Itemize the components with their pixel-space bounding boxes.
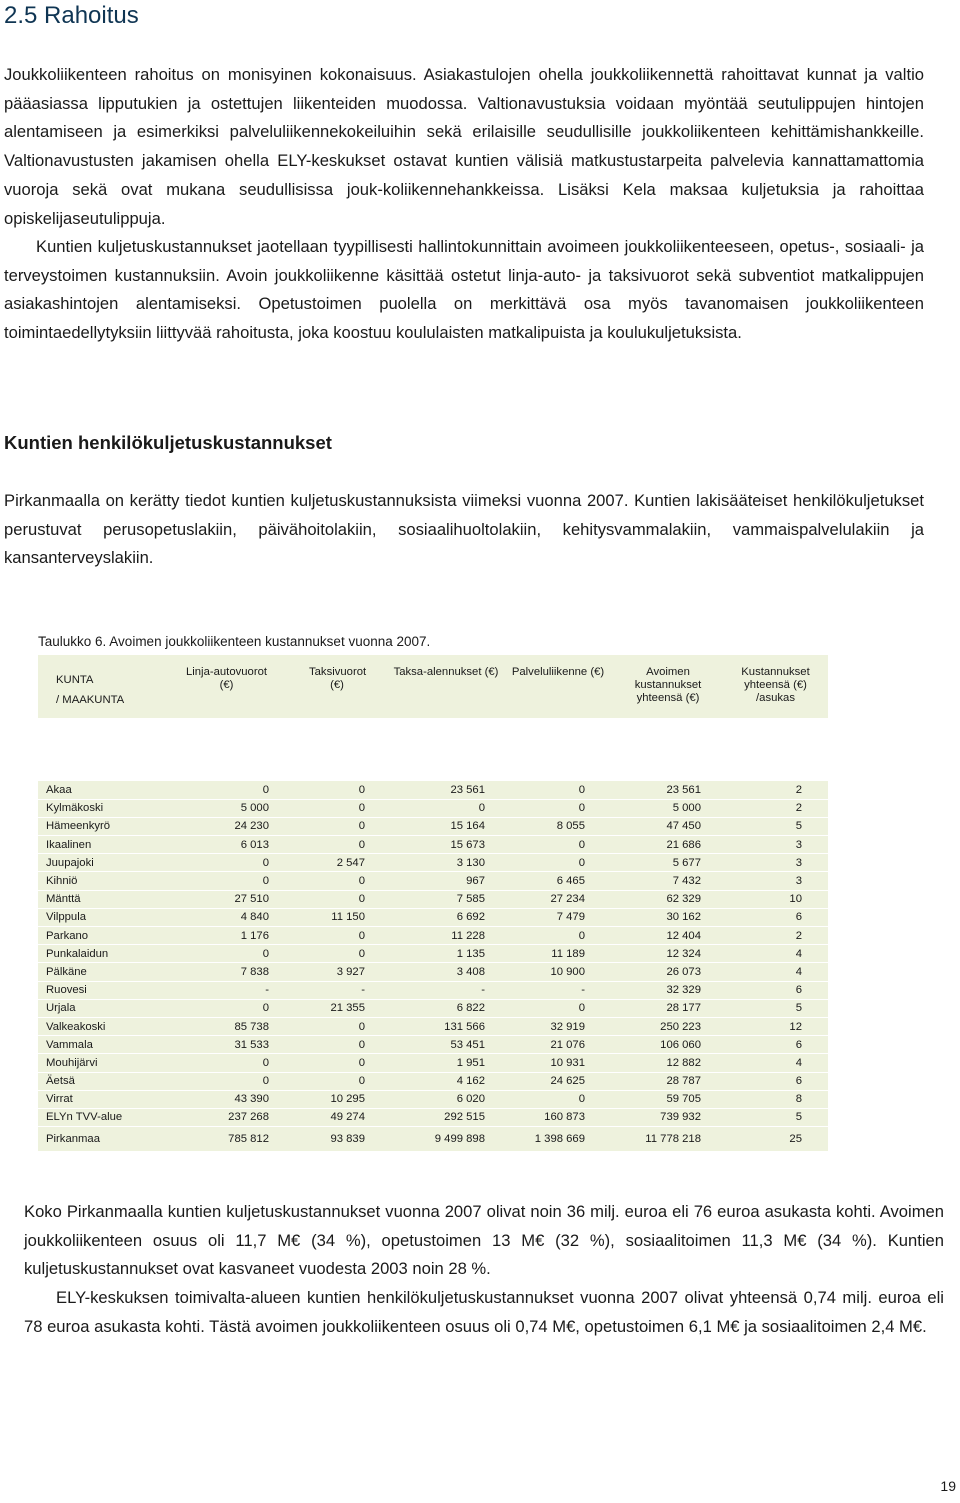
row-value-cell: 3 927 [285,963,389,981]
row-value-cell: 24 625 [503,1072,613,1090]
row-value-cell: 0 [503,836,613,854]
table-row [38,927,828,945]
row-value-cell: 7 838 [168,963,285,981]
row-value-cell: 21 686 [613,836,723,854]
table-row [38,908,828,926]
header-region [38,655,168,718]
row-value-cell: 6 [723,1036,828,1054]
row-value-cell: 0 [285,836,389,854]
row-value-cell: 5 677 [613,854,723,872]
row-value-cell: 0 [285,1072,389,1090]
row-value-cell: 8 055 [503,817,613,835]
row-value-cell: 5 000 [613,799,723,817]
row-value-cell: 7 479 [503,908,613,926]
subsection-paragraph: Pirkanmaalla on kerätty tiedot kuntien kuljetuskustannuksista viimeksi vuonna 2007. Kuntien lakisääteiset henkilökuljetukset perustuvat perusopetuslakiin, päivähoitolakiin, sosiaalihuoltolakiin, kehitysvammalakiin, vammaispalvelulakiin ja kansanterveyslakiin. [4,491,924,568]
row-value-cell: 0 [285,817,389,835]
row-value-cell: 1 176 [168,927,285,945]
table-row [38,854,828,872]
row-value-cell: 6 692 [389,908,503,926]
row-value-cell: 0 [168,854,285,872]
row-value-cell: 7 432 [613,872,723,890]
row-value-cell: 26 073 [613,963,723,981]
row-value-cell: 85 738 [168,1017,285,1035]
row-value-cell: 30 162 [613,908,723,926]
row-value-cell: 2 547 [285,854,389,872]
intro-paragraph-1 [4,61,924,233]
header-service-traffic: Palveluliikenne (€) [511,666,605,678]
row-value-cell: 3 130 [389,854,503,872]
table-row [38,836,828,854]
table-row [38,999,828,1017]
row-value-cell: 10 900 [503,963,613,981]
row-value-cell: 32 329 [613,981,723,999]
row-value-cell: 23 561 [389,781,503,799]
table-caption: Taulukko 6. Avoimen joukkoliikenteen kustannukset vuonna 2007. [38,634,431,649]
row-value-cell: 11 189 [503,945,613,963]
table-row [38,1127,828,1152]
row-value-cell: 5 [723,1108,828,1126]
row-value-cell: 0 [503,854,613,872]
row-value-cell: 12 404 [613,927,723,945]
row-region-name: Ruovesi [38,981,168,999]
row-value-cell: 7 585 [389,890,503,908]
row-value-cell: 0 [503,1090,613,1108]
row-value-cell: 15 673 [389,836,503,854]
row-region-name: Valkeakoski [38,1017,168,1035]
row-value-cell: 12 [723,1017,828,1035]
table-row [38,1017,828,1035]
row-value-cell: 1 951 [389,1054,503,1072]
row-region-name: Äetsä [38,1072,168,1090]
intro-paragraph-2 [4,233,924,348]
row-value-cell: 5 [723,817,828,835]
row-region-name: Pirkanmaa [38,1127,168,1152]
section-title: 2.5 Rahoitus [4,2,139,29]
row-value-cell: 0 [168,1054,285,1072]
row-value-cell: 4 162 [389,1072,503,1090]
subsection-heading: Kuntien henkilökuljetuskustannukset [4,432,332,453]
header-region-line-2: / MAAKUNTA [56,694,125,706]
row-value-cell: 12 882 [613,1054,723,1072]
row-value-cell: 25 [723,1127,828,1152]
row-value-cell: 739 932 [613,1108,723,1126]
row-value-cell: 62 329 [613,890,723,908]
row-value-cell: 6 020 [389,1090,503,1108]
row-value-cell: 2 [723,927,828,945]
header-taxi-trips: Taksivuorot (€) [309,666,367,691]
table-row [38,781,828,799]
row-value-cell: 59 705 [613,1090,723,1108]
row-value-cell: 24 230 [168,817,285,835]
row-value-cell: 5 [723,999,828,1017]
row-value-cell: 4 [723,963,828,981]
row-region-name: Virrat [38,1090,168,1108]
row-value-cell: 4 [723,945,828,963]
intro-paragraph-2-text: Kuntien kuljetuskustannukset jaotellaan tyypillisesti hallintokunnittain avoimeen joukkoliikenteeseen, opetus-, sosiaali- ja terveystoimen kustannuksiin. Avoin joukkoliikenne käsittää ostetut linja-auto- ja taksivuorot sekä subventiot matkalippujen asiakashintojen alentamiseksi. Opetustoimen puolella on merkittävä osa myös tavanomaisen joukkoliikenteen toimintaedellytyksiin liittyvää rahoitusta, joka koostuu koululaisten matkalipuista ja koulukuljetuksista. [4,237,924,343]
header-fare-discounts: Taksa-alennukset (€) [393,666,499,678]
row-region-name: Juupajoki [38,854,168,872]
row-value-cell: 0 [503,999,613,1017]
header-costs-per-resident: Kustannukset yhteensä (€) /asukas [741,666,810,704]
table-row [38,945,828,963]
row-value-cell: 0 [389,799,503,817]
row-value-cell: 11 150 [285,908,389,926]
row-value-cell: 10 [723,890,828,908]
row-value-cell: - [168,981,285,999]
row-value-cell: 3 408 [389,963,503,981]
row-value-cell: 47 450 [613,817,723,835]
row-value-cell: 1 398 669 [503,1127,613,1152]
row-value-cell: 131 566 [389,1017,503,1035]
row-value-cell: 32 919 [503,1017,613,1035]
row-value-cell: 93 839 [285,1127,389,1152]
table-row [38,1054,828,1072]
table-row [38,890,828,908]
row-value-cell: 15 164 [389,817,503,835]
row-value-cell: 6 013 [168,836,285,854]
row-value-cell: 5 000 [168,799,285,817]
row-value-cell: 0 [285,927,389,945]
row-value-cell: 1 135 [389,945,503,963]
row-value-cell: 6 822 [389,999,503,1017]
table-row [38,1072,828,1090]
row-value-cell: 9 499 898 [389,1127,503,1152]
row-value-cell: - [285,981,389,999]
row-value-cell: - [389,981,503,999]
row-value-cell: 49 274 [285,1108,389,1126]
row-value-cell: 21 076 [503,1036,613,1054]
row-value-cell: 0 [168,999,285,1017]
row-value-cell: 2 [723,781,828,799]
row-value-cell: 106 060 [613,1036,723,1054]
table-row [38,963,828,981]
row-value-cell: 10 931 [503,1054,613,1072]
table-row [38,981,828,999]
row-value-cell: 3 [723,872,828,890]
row-value-cell: 10 295 [285,1090,389,1108]
row-value-cell: 0 [503,799,613,817]
row-value-cell: 27 234 [503,890,613,908]
intro-paragraph-1-text: Joukkoliikenteen rahoitus on monisyinen kokonaisuus. Asiakastulojen ohella joukkoliikennettä rahoittavat kunnat ja valtio pääasiassa lipputukien ja ostettujen liikenteiden muodossa. Valtionavustuksia voidaan myöntää seutulippujen hintojen alentamiseen ja esimerkiksi palveluliikennekokeiluihin sekä erilaisille seudullisille joukkoliikenteen kehittämishankkeille. Valtionavustusten jakamisen ohella ELY-keskukset ostavat kuntien välisiä matkustustarpeita palvelevia kannattamattomia vuoroja sekä ovat mukana seudullisissa jouk-koliikennehankkeissa. Lisäksi Kela maksaa kuljetuksia ja rahoittaa opiskelijaseutulippuja. [4,65,924,228]
row-value-cell: 0 [285,1017,389,1035]
table-row [38,1108,828,1126]
row-value-cell: 6 [723,1072,828,1090]
row-region-name: Vammala [38,1036,168,1054]
row-value-cell: 0 [503,927,613,945]
row-value-cell: 53 451 [389,1036,503,1054]
row-value-cell: 967 [389,872,503,890]
row-region-name: ELYn TVV-alue [38,1108,168,1126]
cost-table [38,655,828,1152]
row-value-cell: 4 840 [168,908,285,926]
row-region-name: Ikaalinen [38,836,168,854]
row-value-cell: 0 [285,781,389,799]
row-value-cell: 0 [168,1072,285,1090]
row-region-name: Vilppula [38,908,168,926]
row-value-cell: 28 177 [613,999,723,1017]
row-value-cell: 11 228 [389,927,503,945]
row-value-cell: 11 778 218 [613,1127,723,1152]
row-value-cell: 250 223 [613,1017,723,1035]
row-value-cell: 0 [285,1036,389,1054]
row-value-cell: 6 465 [503,872,613,890]
header-separator [38,718,828,781]
table-row [38,817,828,835]
row-region-name: Hämeenkyrö [38,817,168,835]
table-header-row [38,655,828,718]
row-value-cell: 292 515 [389,1108,503,1126]
table-row [38,799,828,817]
header-bus-trips: Linja-autovuorot (€) [185,666,267,691]
row-region-name: Parkano [38,927,168,945]
row-value-cell: 0 [503,781,613,799]
table-row [38,1090,828,1108]
row-value-cell: 3 [723,836,828,854]
header-region-line-1: KUNTA [56,674,94,686]
summary-paragraph-2 [24,1284,944,1341]
row-value-cell: 160 873 [503,1108,613,1126]
row-value-cell: 4 [723,1054,828,1072]
row-region-name: Akaa [38,781,168,799]
row-value-cell: 237 268 [168,1108,285,1126]
row-value-cell: 0 [285,799,389,817]
row-region-name: Punkalaidun [38,945,168,963]
table-row [38,872,828,890]
row-value-cell: 27 510 [168,890,285,908]
row-value-cell: 28 787 [613,1072,723,1090]
page-number: 19 [940,1478,956,1494]
row-value-cell: 31 533 [168,1036,285,1054]
row-value-cell: 0 [285,890,389,908]
row-value-cell: 23 561 [613,781,723,799]
row-value-cell: 8 [723,1090,828,1108]
row-value-cell: 0 [285,872,389,890]
row-region-name: Kihniö [38,872,168,890]
row-value-cell: 3 [723,854,828,872]
row-value-cell: - [503,981,613,999]
row-value-cell: 0 [285,945,389,963]
row-value-cell: 12 324 [613,945,723,963]
row-value-cell: 43 390 [168,1090,285,1108]
row-value-cell: 6 [723,981,828,999]
row-value-cell: 2 [723,799,828,817]
row-value-cell: 785 812 [168,1127,285,1152]
row-value-cell: 0 [285,1054,389,1072]
summary-paragraph-1: Koko Pirkanmaalla kuntien kuljetuskustannukset vuonna 2007 olivat noin 36 milj. euroa eli 76 euroa asukasta kohti. Avoimen joukkoliikenteen osuus oli 11,7 M€ (34 %), opetustoimen 13 M€ (32 %), sosiaalitoimen 11,3 M€ (34 %). Kuntien kuljetuskustannukset ovat kasvaneet vuodesta 2003 noin 28 %. [24,1202,944,1279]
row-region-name: Pälkäne [38,963,168,981]
row-value-cell: 21 355 [285,999,389,1017]
row-region-name: Mänttä [38,890,168,908]
row-value-cell: 6 [723,908,828,926]
row-region-name: Kylmäkoski [38,799,168,817]
row-value-cell: 0 [168,781,285,799]
summary-paragraph-2-text: ELY-keskuksen toimivalta-alueen kuntien henkilökuljetuskustannukset vuonna 2007 olivat yhteensä 0,74 milj. euroa eli 78 euroa asukasta kohti. Tästä avoimen joukkoliikenteen osuus oli 0,74 M€, opetustoimen 6,1 M€ ja sosiaalitoimen 2,4 M€. [24,1288,944,1336]
header-open-costs-total: Avoimen kustannukset yhteensä (€) [634,666,702,704]
row-value-cell: 0 [168,872,285,890]
row-region-name: Mouhijärvi [38,1054,168,1072]
table-row [38,1036,828,1054]
cost-table-body [38,781,828,1152]
row-region-name: Urjala [38,999,168,1017]
row-value-cell: 0 [168,945,285,963]
